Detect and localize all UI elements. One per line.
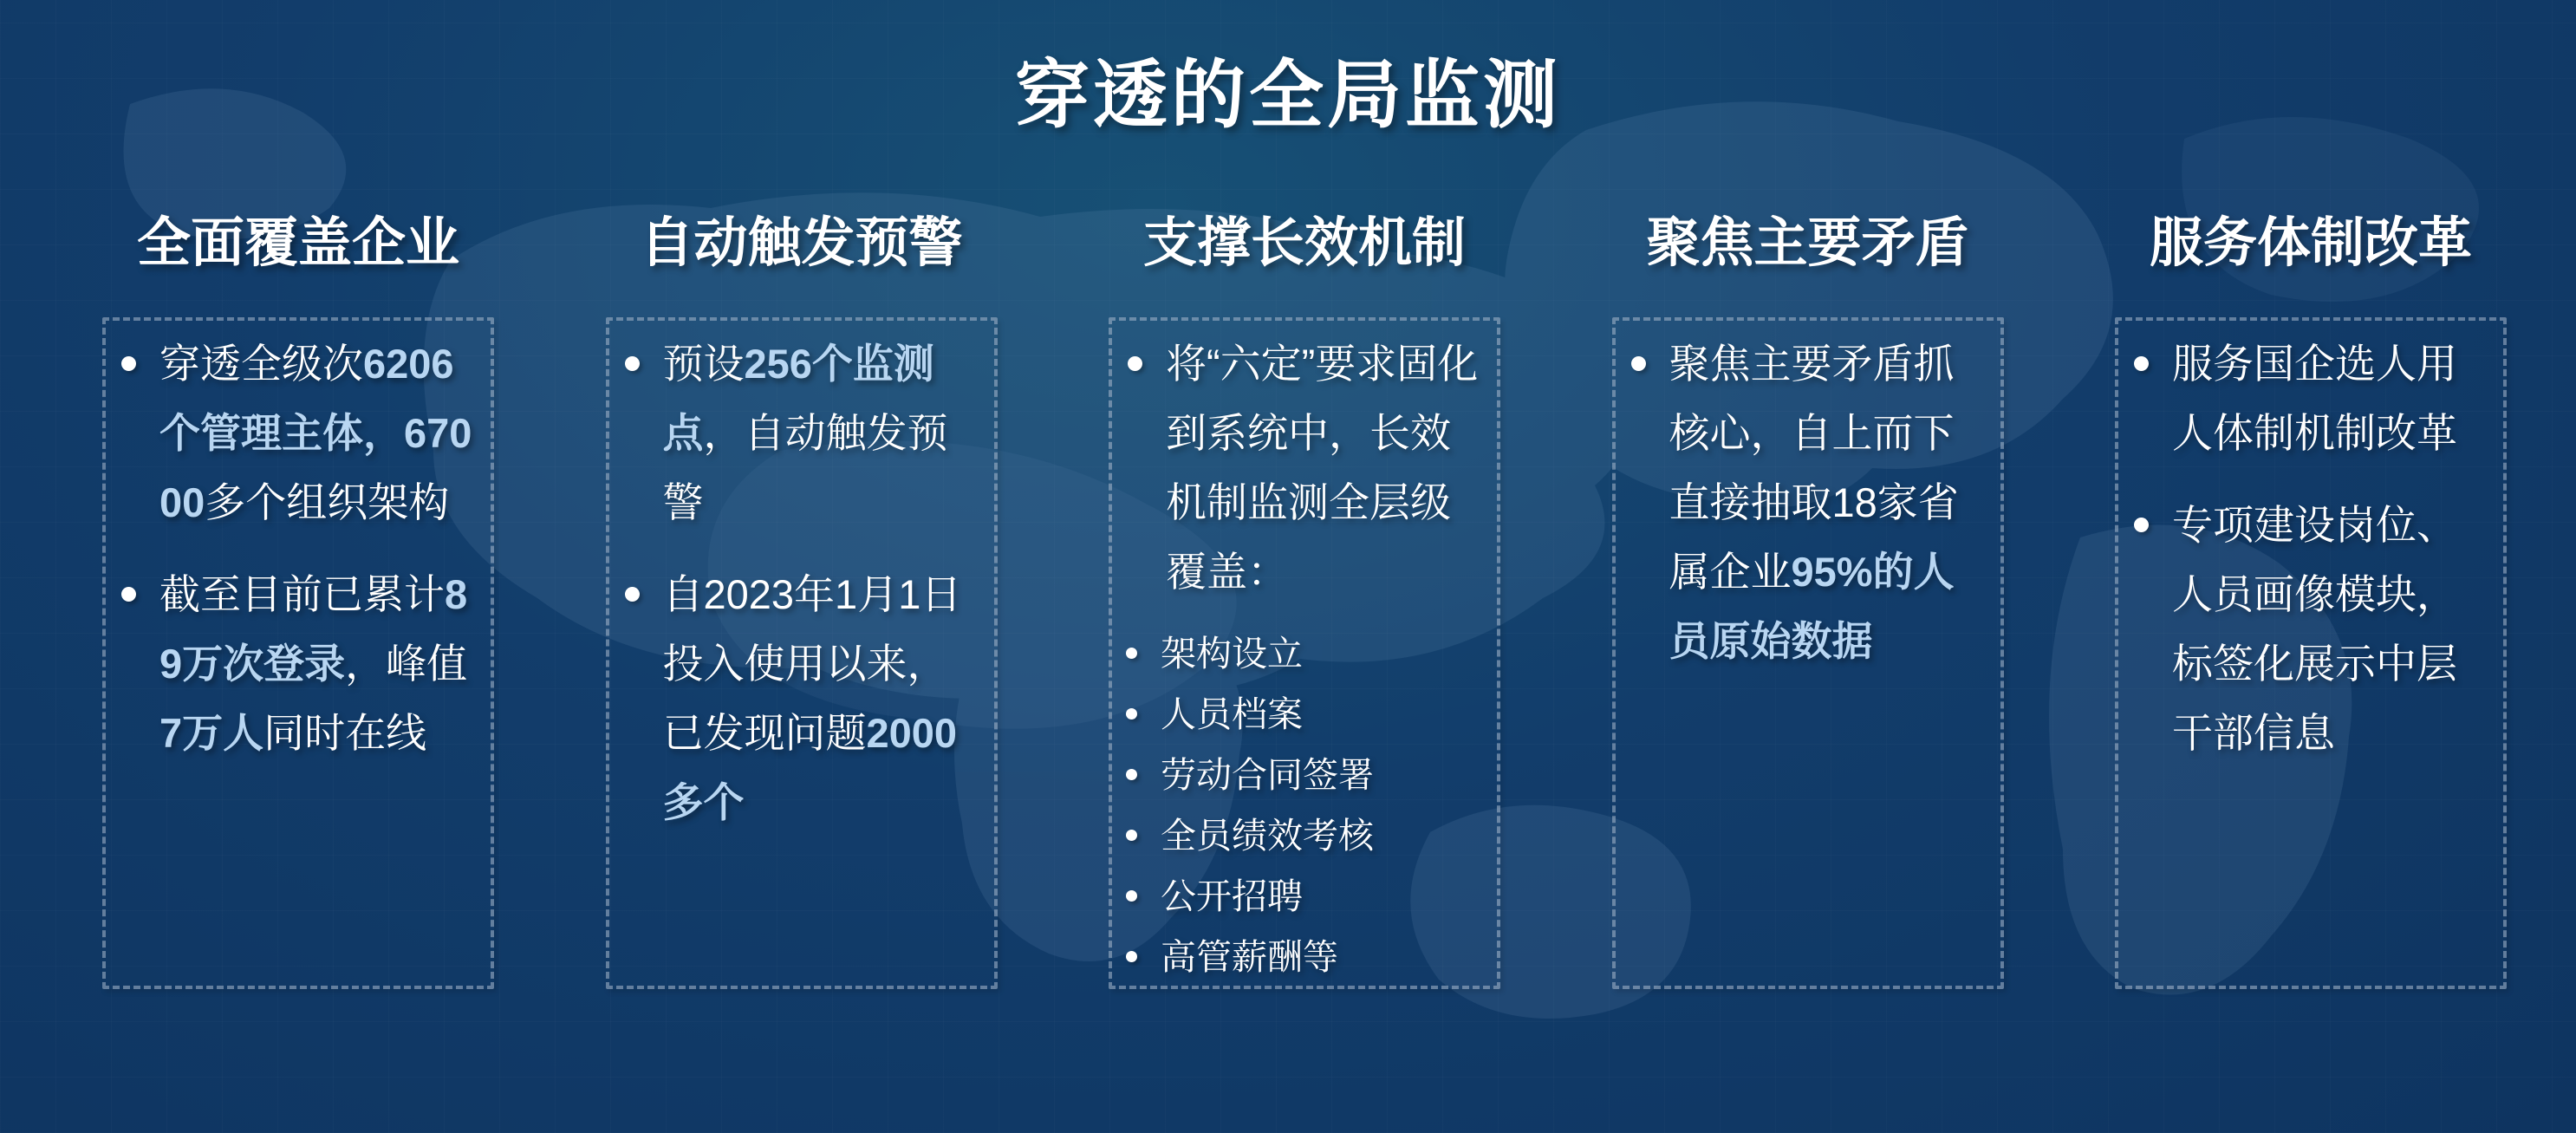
bullet-text — [1161, 751, 1480, 799]
bullet-text — [1166, 329, 1480, 607]
list-item — [1616, 329, 1983, 676]
list-item — [1112, 811, 1480, 860]
text-segment: 将“六定”要求固化到系统中，长效机制监测全层级覆盖： — [1166, 341, 1479, 595]
text-segment: 聚焦主要矛盾抓核心，自上而下直接抽取18家省属企业 — [1669, 341, 1959, 595]
column-box — [102, 317, 494, 989]
list-item — [1112, 751, 1480, 799]
column-box — [1612, 317, 2004, 989]
bullet-dot-icon — [625, 587, 640, 602]
text-segment: 人员档案 — [1161, 694, 1303, 734]
column-box — [2115, 317, 2507, 989]
highlight-text: 256个监测点 — [662, 341, 934, 456]
list-item — [1112, 933, 1480, 981]
bullet-text — [1161, 811, 1480, 860]
list-item — [2118, 491, 2486, 768]
bullet-text — [1669, 329, 1983, 676]
column-2 — [606, 198, 998, 989]
highlight-text: 6206个管理主体， — [159, 341, 454, 456]
page-title: 穿透的全局监测 — [1015, 54, 1561, 137]
bullet-dot-icon — [121, 587, 136, 602]
column-1 — [102, 198, 494, 989]
bullet-dot-icon — [1126, 890, 1137, 902]
bullet-text — [1161, 933, 1480, 981]
column-5 — [2115, 198, 2507, 989]
bullet-text — [1161, 690, 1480, 739]
list-item — [106, 560, 473, 768]
bullet-dot-icon — [2134, 518, 2149, 532]
text-segment: ，自动触发预警 — [662, 410, 948, 525]
column-header: 自动触发预警 — [640, 213, 963, 273]
list-item — [2118, 329, 2486, 468]
text-segment: 穿透全级次 — [159, 341, 363, 387]
text-segment: 多个组织架构 — [205, 479, 450, 525]
bullet-dot-icon — [2134, 356, 2149, 371]
list-item — [1112, 690, 1480, 739]
column-header: 聚焦主要矛盾 — [1646, 213, 1969, 273]
column-box — [606, 317, 998, 989]
bullet-text — [663, 329, 977, 537]
bullet-text — [2172, 491, 2486, 768]
bullet-dot-icon — [1126, 708, 1137, 720]
list-item — [1112, 629, 1480, 678]
highlight-text: 7万人 — [159, 710, 264, 756]
bullet-text — [159, 329, 473, 537]
text-segment: 架构设立 — [1161, 634, 1303, 674]
column-4 — [1612, 198, 2004, 989]
list-item — [1112, 329, 1480, 607]
bullet-text — [663, 560, 977, 837]
text-segment: 劳动合同签署 — [1161, 755, 1374, 795]
bullet-dot-icon — [1631, 356, 1646, 371]
column-header: 支撑长效机制 — [1142, 213, 1466, 273]
list-item — [609, 560, 977, 837]
bullet-dot-icon — [1126, 769, 1137, 780]
highlight-text: 95%的人员原始数据 — [1669, 549, 1955, 664]
text-segment: 专项建设岗位、人员画像模块，标签化展示中层干部信息 — [2172, 502, 2457, 756]
text-segment: 高管薪酬等 — [1161, 937, 1338, 977]
text-segment: 公开招聘 — [1161, 876, 1303, 916]
text-segment: 自2023年1月1日投入使用以来，已发现问题 — [662, 571, 962, 756]
bullet-dot-icon — [625, 356, 640, 371]
text-segment: ，峰值 — [345, 641, 468, 687]
bullet-dot-icon — [1128, 356, 1142, 371]
column-3 — [1109, 198, 1500, 989]
bullet-text — [1161, 872, 1480, 921]
highlight-text: 67000 — [159, 410, 472, 525]
text-segment: 同时在线 — [263, 710, 427, 756]
highlight-text: 89万次登录 — [159, 571, 468, 687]
highlight-text: 2000多个 — [662, 710, 958, 825]
column-header: 全面覆盖企业 — [136, 213, 459, 273]
text-segment: 预设 — [662, 341, 745, 387]
columns-container — [102, 198, 2507, 989]
bullet-text — [2172, 329, 2486, 468]
bullet-text — [1161, 629, 1480, 678]
column-box — [1109, 317, 1500, 989]
text-segment: 服务国企选人用人体制机制改革 — [2172, 341, 2457, 456]
bullet-text — [159, 560, 473, 768]
list-item — [1112, 872, 1480, 921]
sub-bullet-list — [1112, 629, 1480, 981]
bullet-dot-icon — [1126, 951, 1137, 962]
list-item — [106, 329, 473, 537]
column-header: 服务体制改革 — [2149, 213, 2472, 273]
text-segment: 截至目前已累计 — [159, 571, 445, 617]
bullet-dot-icon — [121, 356, 136, 371]
list-item — [609, 329, 977, 537]
text-segment: 全员绩效考核 — [1161, 816, 1374, 856]
bullet-dot-icon — [1126, 830, 1137, 841]
bullet-dot-icon — [1126, 648, 1137, 659]
